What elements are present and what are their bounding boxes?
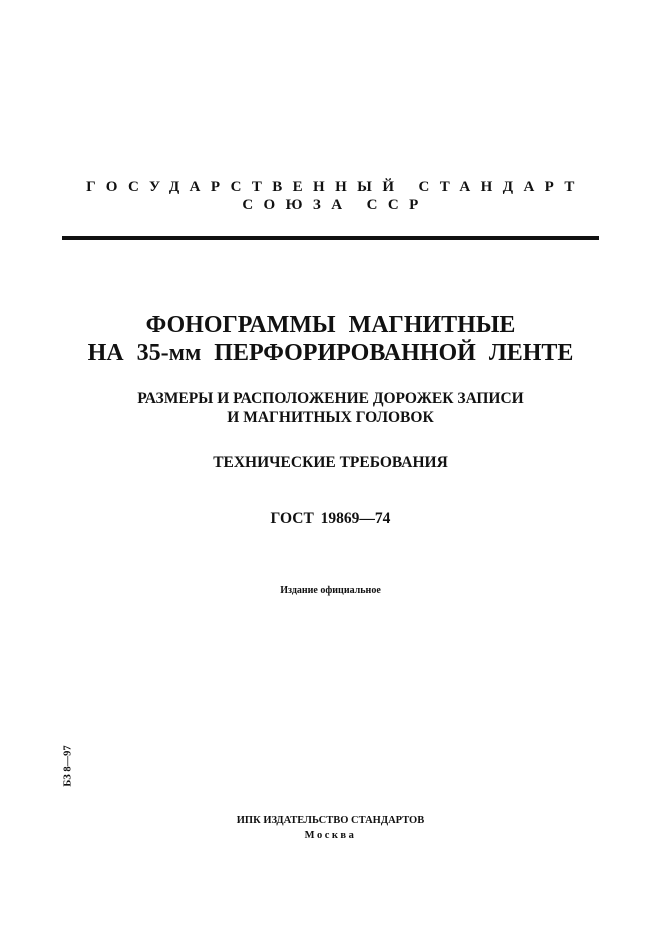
header-ussr: СОЮЗА ССР — [242, 197, 429, 213]
standard-number: ГОСТ 19869—74 — [270, 510, 391, 527]
side-catalog-code: БЗ 8—97 — [62, 745, 74, 787]
publisher-city: Москва — [304, 830, 357, 841]
document-title-line1: ФОНОГРАММЫ МАГНИТНЫЕ — [145, 312, 516, 338]
technical-requirements-heading: ТЕХНИЧЕСКИЕ ТРЕБОВАНИЯ — [213, 454, 448, 471]
header-divider — [62, 236, 599, 240]
header-state-standard: ГОСУДАРСТВЕННЫЙ СТАНДАРТ — [86, 179, 585, 195]
official-edition-label: Издание официальное — [280, 585, 381, 596]
document-subtitle-line2: И МАГНИТНЫХ ГОЛОВОК — [227, 409, 434, 426]
document-title-line2: НА 35-мм ПЕРФОРИРОВАННОЙ ЛЕНТЕ — [87, 340, 574, 366]
document-subtitle-line1: РАЗМЕРЫ И РАСПОЛОЖЕНИЕ ДОРОЖЕК ЗАПИСИ — [137, 390, 524, 407]
publisher-name: ИПК ИЗДАТЕЛЬСТВО СТАНДАРТОВ — [236, 815, 425, 826]
